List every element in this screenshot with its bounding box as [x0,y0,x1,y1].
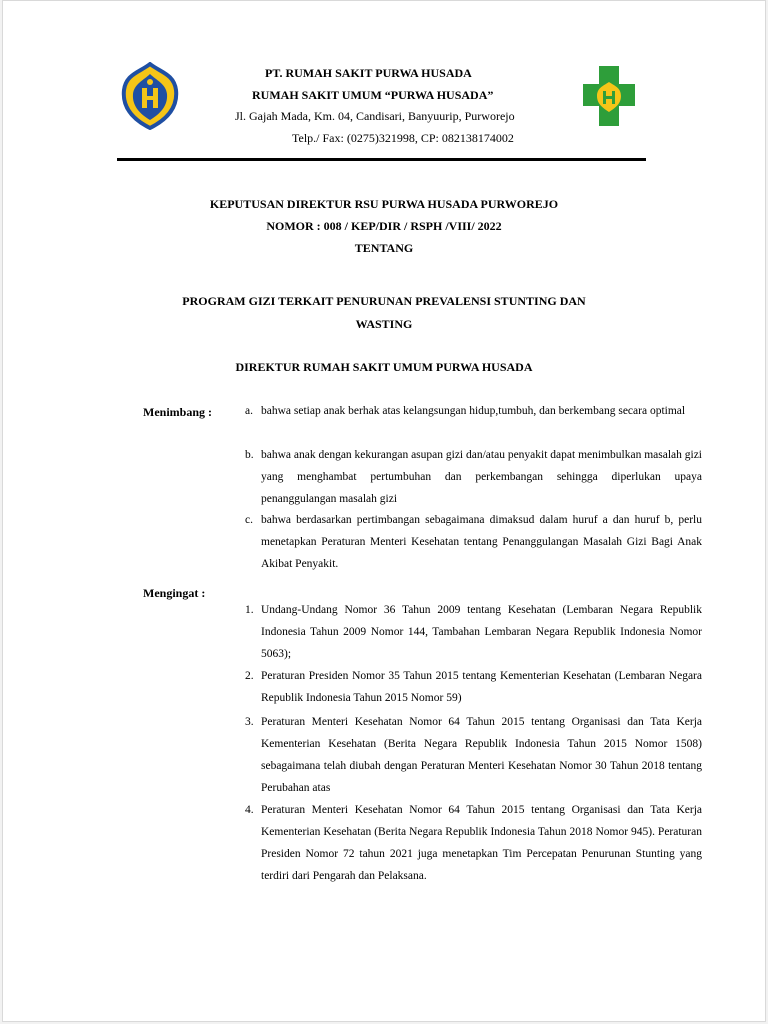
item-marker: a. [245,405,253,417]
letterhead-divider [117,158,646,161]
item-text: Peraturan Presiden Nomor 35 Tahun 2015 tentang Kementerian Kesehatan (Lembaran Negara Republik Indonesia Tahun 2015 Nomor 59) [261,670,702,704]
item-text: Peraturan Menteri Kesehatan Nomor 64 Tahun 2015 tentang Organisasi dan Tata Kerja Kementerian Kesehatan (Berita Negara Republik Indonesia Tahun 2018 Nomor 945). Peraturan Presiden Nomor 72 tahun 2021 juga menetapkan Tim Percepatan Penurunan Stunting yang terdiri dari Pengarah dan Pelaksana. [261,804,702,882]
item-marker: 4. [245,804,254,816]
menimbang-label: Menimbang : [143,405,212,419]
menimbang-item [245,400,702,422]
item-text: bahwa setiap anak berhak atas kelangsungan hidup,tumbuh, dan berkembang secara optimal [261,405,686,417]
decree-number: NOMOR : 008 / KEP/DIR / RSPH /VIII/ 2022 [266,219,502,233]
mengingat-item [245,711,702,799]
decree-title: KEPUTUSAN DIREKTUR RSU PURWA HUSADA PURWOREJO [209,197,559,211]
item-text: Undang-Undang Nomor 36 Tahun 2009 tentang Kesehatan (Lembaran Negara Republik Indonesia Tahun 2009 Nomor 144, Tambahan Lembaran Negara Republik Indonesia Nomor 5063); [261,604,702,660]
company-name: PT. RUMAH SAKIT PURWA HUSADA [265,66,472,80]
item-marker: 1. [245,604,254,616]
mengingat-label: Mengingat : [143,586,206,600]
item-text: Peraturan Menteri Kesehatan Nomor 64 Tahun 2015 tentang Organisasi dan Tata Kerja Kementerian Kesehatan (Berita Negara Republik Indonesia Tahun 2015 Nomor 1508) sebagaimana telah diubah dengan Peraturan Menteri Kesehatan Nomor 30 Tahun 2018 tentang Perubahan atas [261,716,702,794]
item-marker: 3. [245,716,254,728]
hospital-name: RUMAH SAKIT UMUM “PURWA HUSADA” [252,88,494,102]
hospital-contact: Telp./ Fax: (0275)321998, CP: 082138174002 [292,131,514,145]
decree-subject-line1: PROGRAM GIZI TERKAIT PENURUNAN PREVALENSI STUNTING DAN [182,294,586,308]
item-text: bahwa anak dengan kekurangan asupan gizi dan/atau penyakit dapat menimbulkan masalah gizi yang menghambat pertumbuhan dan perkembangan sehingga diperlukan upaya penanggulangan masalah gizi [261,449,702,505]
decree-issuer: DIREKTUR RUMAH SAKIT UMUM PURWA HUSADA [235,360,533,374]
decree-about: TENTANG [354,241,414,255]
item-marker: 2. [245,670,254,682]
hospital-cross-logo-icon [581,64,637,128]
item-text: bahwa berdasarkan pertimbangan sebagaimana dimaksud dalam huruf a dan huruf b, perlu menetapkan Peraturan Menteri Kesehatan tentang Penanggulangan Masalah Gizi Bagi Anak Akibat Penyakit. [261,514,702,570]
menimbang-item [245,509,702,575]
mengingat-item [245,799,702,887]
mengingat-item [245,665,702,709]
decree-subject-line2: WASTING [355,317,413,331]
hospital-logo-left-icon [120,62,180,130]
mengingat-item [245,599,702,665]
item-marker: b. [245,449,254,461]
item-marker: c. [245,514,253,526]
menimbang-item [245,444,702,510]
hospital-address: Jl. Gajah Mada, Km. 04, Candisari, Banyuurip, Purworejo [235,109,515,123]
